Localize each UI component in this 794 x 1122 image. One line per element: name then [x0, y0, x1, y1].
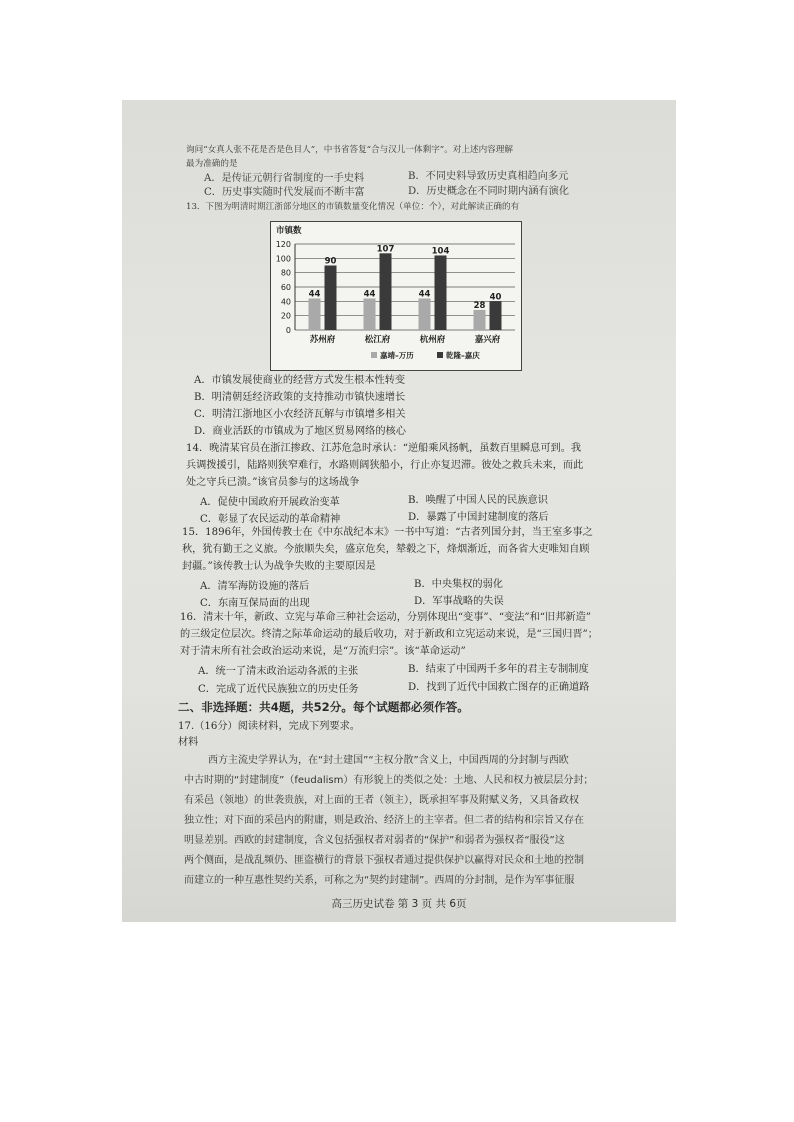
bar-value-label: 44	[308, 289, 321, 300]
q16-stem-line3: 对于清末所有社会政治运动来说，是“万流归宗”。该“革命运动”	[180, 646, 466, 657]
q13-stem: 13．下图为明清时期江浙部分地区的市镇数量变化情况（单位：个），对此解读正确的有	[186, 202, 520, 212]
y-tick-label: 80	[280, 268, 291, 278]
bar	[309, 298, 321, 330]
q15-option-b[interactable]: B．中央集权的弱化	[414, 579, 503, 590]
bar-value-label: 107	[376, 244, 395, 255]
q15-option-c[interactable]: C．东南互保局面的出现	[200, 598, 310, 609]
y-tick-label: 100	[275, 254, 291, 264]
bar	[325, 266, 337, 331]
bar	[435, 255, 447, 330]
q14-stem-line2: 兵调拨援引，陆路则狭窄难行，水路则阔狭船小，行止亦复迟滞。彼处之救兵未来，而此	[186, 460, 584, 471]
category-label: 嘉兴府	[474, 335, 501, 345]
q14-stem-line1: 14．晚清某官员在浙江掺政、江苏危急时承认：“逆船乘风扬帆，虽数百里瞬息可到。我	[186, 443, 582, 454]
q12-option-a[interactable]: A．是传证元朝行省制度的一手史料	[204, 173, 365, 184]
q15-option-d[interactable]: D．军事战略的失误	[414, 596, 504, 607]
y-tick-label: 20	[280, 311, 291, 321]
y-tick-label: 60	[280, 283, 291, 292]
bar-value-label: 90	[324, 256, 337, 267]
q14-option-b[interactable]: B．唤醒了中国人民的民族意识	[408, 495, 548, 506]
passage-line-6: 两个侧面，是战乱频仍、匪盗横行的背景下强权者通过提供保护以赢得对民众和土地的控制	[184, 855, 584, 866]
q13-option-d[interactable]: D．商业活跃的市镇成为了地区贸易网络的核心	[194, 426, 406, 437]
bar	[490, 301, 502, 330]
legend-swatch	[437, 352, 443, 358]
bar-chart-svg	[271, 222, 521, 370]
q12-option-c[interactable]: C．历史事实随时代发展而不断丰富	[204, 187, 365, 198]
q15-stem-line1: 15．1896年，外国传教士在《中东战纪本末》一书中写道：“古者列国分封，当王室多事之	[182, 527, 593, 538]
bar-value-label: 44	[418, 289, 431, 300]
q14-option-d[interactable]: D．暴露了中国封建制度的落后	[408, 512, 549, 523]
exam-page	[122, 100, 676, 922]
q13-option-c[interactable]: C．明清江浙地区小农经济瓦解与市镇增多相关	[194, 409, 406, 420]
category-label: 苏州府	[309, 335, 336, 345]
q14-option-c[interactable]: C．彰显了农民运动的革命精神	[200, 514, 341, 525]
q15-stem-line3: 封疆。”该传教士认为战争失败的主要原因是	[182, 561, 376, 572]
bar	[419, 298, 431, 330]
material-label: 材料	[178, 737, 199, 748]
y-tick-label: 40	[280, 297, 291, 307]
bar-value-label: 40	[489, 292, 502, 303]
y-tick-label: 120	[275, 240, 291, 249]
legend-swatch	[371, 352, 377, 358]
category-label: 松江府	[364, 335, 391, 345]
y-tick-label: 0	[285, 326, 291, 335]
town-count-bar-chart	[270, 221, 522, 371]
passage-line-3: 有采邑（领地）的世袭贵族，对上面的王者（领主），既承担军事及附赋义务，又具备政权	[184, 795, 579, 806]
bar	[380, 253, 392, 330]
section2-heading: 二、非选择题：共4题，共52分。每个试题都必须作答。	[178, 700, 469, 714]
passage-line-7: 而建立的一种互惠性契约关系，可称之为“契约封建制”。西周的分封制，是作为军事征服	[184, 875, 575, 886]
y-axis-title: 市镇数	[276, 226, 302, 236]
bar	[364, 298, 376, 330]
q15-stem-line2: 秋，犹有勤王之义旅。今旅顺失矣，盛京危矣，辇毂之下，烽烟渐近，而各省大吏唯知自顾	[182, 544, 590, 555]
q14-stem-line3: 处之守兵已溃。”该官员参与的这场战争	[186, 477, 360, 488]
q15-option-a[interactable]: A．清军海防设施的落后	[200, 581, 310, 592]
passage-line-5: 明显差别。西欧的封建制度，含义包括强权者对弱者的“保护”和弱者为强权者“服役”这	[184, 835, 565, 846]
exam-photo	[122, 100, 676, 922]
q16-option-c[interactable]: C．完成了近代民族独立的历史任务	[198, 684, 359, 695]
category-label: 杭州府	[419, 335, 446, 345]
legend-label: 乾隆–嘉庆	[446, 351, 480, 360]
q13-option-b[interactable]: B．明清朝廷经济政策的支持推动市镇快速增长	[194, 392, 406, 403]
q16-stem-line1: 16．清末十年，新政、立宪与革命三种社会运动，分别体现出“变事”、“变法”和“旧邦新造”	[180, 612, 591, 623]
bar-value-label: 44	[363, 289, 376, 300]
q16-stem-line2: 的三级定位层次。终清之际革命运动的最后收功，对于新政和立宪运动来说，是“三国归晋”；	[180, 629, 598, 640]
q12-stem-line1: 询问“女真人张不花是否是色目人”，中书省答复“合与汉儿一体剩字”。对上述内容理解	[186, 145, 513, 155]
q12-stem-line2: 最为准确的是	[186, 159, 238, 169]
bar	[474, 310, 486, 330]
q16-option-b[interactable]: B．结束了中国两千多年的君主专制制度	[408, 664, 589, 675]
q12-option-b[interactable]: B．不同史料导致历史真相趋向多元	[408, 171, 569, 182]
passage-line-1: 西方主流史学界认为，在“封土建国”“主权分散”含义上，中国西周的分封制与西欧	[208, 755, 569, 766]
legend-label: 嘉靖–万历	[380, 351, 414, 360]
q14-option-a[interactable]: A．促使中国政府开展政治变革	[200, 497, 340, 508]
bar-value-label: 28	[473, 300, 486, 311]
q17-intro: 17.（16分）阅读材料，完成下列要求。	[178, 721, 360, 732]
q12-option-d[interactable]: D．历史概念在不同时期内涵有演化	[408, 186, 569, 197]
bar-value-label: 104	[431, 246, 450, 257]
q16-option-a[interactable]: A．统一了清末政治运动各派的主张	[198, 666, 359, 677]
passage-line-4: 独立性；对下面的采邑内的附庸，则是政治、经济上的主宰者。但二者的结构和宗旨又存在	[184, 815, 584, 826]
page-footer: 高三历史试卷 第 3 页 共 6页	[331, 898, 467, 910]
passage-line-2: 中古时期的“封建制度”（feudalism）有形貌上的类似之处：土地、人民和权力被层层分封；	[184, 775, 594, 786]
q16-option-d[interactable]: D．找到了近代中国救亡图存的正确道路	[408, 682, 590, 693]
q13-option-a[interactable]: A．市镇发展使商业的经营方式发生根本性转变	[194, 375, 406, 386]
